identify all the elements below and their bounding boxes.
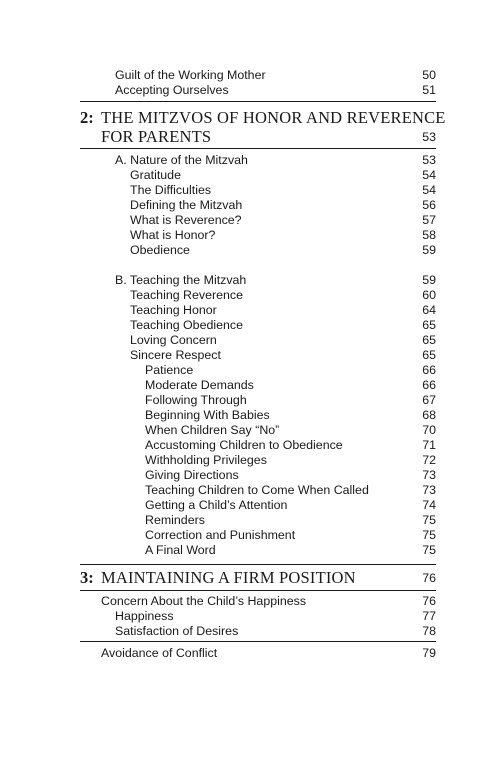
toc-entry bbox=[0, 378, 500, 393]
toc-entry bbox=[0, 333, 500, 348]
chapter-number: 3: bbox=[80, 568, 94, 587]
entry-page: 54 bbox=[422, 183, 436, 197]
divider bbox=[80, 590, 436, 591]
entry-page: 50 bbox=[422, 68, 436, 82]
entry-title: Teaching Honor bbox=[130, 303, 217, 317]
toc-entry bbox=[0, 498, 500, 513]
divider bbox=[80, 148, 436, 149]
entry-title: Moderate Demands bbox=[145, 378, 254, 392]
entry-page: 66 bbox=[422, 363, 436, 377]
toc-entry bbox=[0, 243, 500, 258]
toc-entry bbox=[0, 393, 500, 408]
entry-title: B. Teaching the Mitzvah bbox=[115, 273, 247, 287]
divider bbox=[80, 564, 436, 565]
toc-entry bbox=[0, 624, 500, 639]
toc-entry bbox=[0, 513, 500, 528]
entry-page: 79 bbox=[422, 646, 436, 660]
toc-entry bbox=[0, 68, 500, 83]
entry-title: Avoidance of Conflict bbox=[101, 646, 218, 660]
entry-page: 59 bbox=[422, 273, 436, 287]
toc-entry bbox=[0, 528, 500, 543]
entry-title: When Children Say “No” bbox=[145, 423, 280, 437]
toc-entry bbox=[0, 318, 500, 333]
entry-page: 70 bbox=[422, 423, 436, 437]
toc-entry bbox=[0, 594, 500, 609]
entry-title: What is Honor? bbox=[130, 228, 216, 242]
toc-entry bbox=[0, 228, 500, 243]
chapter-page: 76 bbox=[422, 571, 436, 585]
toc-entry bbox=[0, 363, 500, 378]
toc-entry bbox=[0, 303, 500, 318]
entry-title: What is Reverence? bbox=[130, 213, 242, 227]
entry-page: 73 bbox=[422, 483, 436, 497]
entry-title: The Difficulties bbox=[130, 183, 212, 197]
entry-page: 60 bbox=[422, 288, 436, 302]
toc-entry bbox=[0, 646, 500, 661]
entry-page: 56 bbox=[422, 198, 436, 212]
entry-page: 77 bbox=[422, 609, 436, 623]
entry-title: Teaching Children to Come When Called bbox=[145, 483, 369, 497]
divider bbox=[80, 101, 436, 102]
entry-title: Following Through bbox=[145, 393, 247, 407]
entry-page: 65 bbox=[422, 348, 436, 362]
entry-title: Guilt of the Working Mother bbox=[115, 68, 266, 82]
toc-entry bbox=[0, 438, 500, 453]
toc-entry bbox=[0, 609, 500, 624]
entry-title: Patience bbox=[145, 363, 194, 377]
entry-title: Happiness bbox=[115, 609, 174, 623]
entry-title: Obedience bbox=[130, 243, 190, 257]
entry-page: 78 bbox=[422, 624, 436, 638]
entry-title: Teaching Reverence bbox=[130, 288, 243, 302]
entry-page: 73 bbox=[422, 468, 436, 482]
entry-page: 65 bbox=[422, 318, 436, 332]
entry-title: Teaching Obedience bbox=[130, 318, 243, 332]
entry-page: 51 bbox=[422, 83, 436, 97]
divider bbox=[80, 641, 436, 642]
toc-entry bbox=[0, 423, 500, 438]
entry-title: Gratitude bbox=[130, 168, 181, 182]
toc-entry bbox=[0, 168, 500, 183]
entry-title: Giving Directions bbox=[145, 468, 239, 482]
toc-entry bbox=[0, 543, 500, 558]
entry-page: 64 bbox=[422, 303, 436, 317]
entry-title: Correction and Punishment bbox=[145, 528, 296, 542]
entry-page: 74 bbox=[422, 498, 436, 512]
entry-title: Withholding Privileges bbox=[145, 453, 267, 467]
entry-page: 67 bbox=[422, 393, 436, 407]
entry-title: Accepting Ourselves bbox=[115, 83, 229, 97]
chapter-title-line: MAINTAINING A FIRM POSITION bbox=[101, 568, 356, 587]
entry-page: 75 bbox=[422, 513, 436, 527]
toc-entry bbox=[0, 183, 500, 198]
entry-page: 66 bbox=[422, 378, 436, 392]
toc-entry bbox=[0, 408, 500, 423]
entry-page: 65 bbox=[422, 333, 436, 347]
entry-title: Sincere Respect bbox=[130, 348, 221, 362]
entry-title: Reminders bbox=[145, 513, 205, 527]
entry-title: Defining the Mitzvah bbox=[130, 198, 243, 212]
toc-entry bbox=[0, 468, 500, 483]
entry-page: 59 bbox=[422, 243, 436, 257]
entry-title: A. Nature of the Mitzvah bbox=[115, 153, 248, 167]
toc-entry bbox=[0, 453, 500, 468]
toc-entry bbox=[0, 288, 500, 303]
entry-title: Beginning With Babies bbox=[145, 408, 270, 422]
entry-title: Accustoming Children to Obedience bbox=[145, 438, 343, 452]
entry-title: A Final Word bbox=[145, 543, 216, 557]
entry-title: Getting a Child’s Attention bbox=[145, 498, 288, 512]
entry-page: 72 bbox=[422, 453, 436, 467]
toc-entry bbox=[0, 213, 500, 228]
entry-page: 57 bbox=[422, 213, 436, 227]
entry-page: 75 bbox=[422, 543, 436, 557]
entry-title: Concern About the Child’s Happiness bbox=[101, 594, 307, 608]
section-heading bbox=[0, 153, 500, 168]
chapter-page: 53 bbox=[422, 130, 436, 144]
toc-entry bbox=[0, 483, 500, 498]
entry-page: 54 bbox=[422, 168, 436, 182]
chapter-title-line: THE MITZVOS OF HONOR AND REVERENCE bbox=[101, 108, 446, 127]
entry-page: 71 bbox=[422, 438, 436, 452]
chapter-number: 2: bbox=[80, 108, 94, 127]
entry-page: 76 bbox=[422, 594, 436, 608]
entry-page: 53 bbox=[422, 153, 436, 167]
entry-page: 75 bbox=[422, 528, 436, 542]
toc-entry bbox=[0, 83, 500, 98]
entry-title: Loving Concern bbox=[130, 333, 217, 347]
entry-page: 58 bbox=[422, 228, 436, 242]
toc-entry bbox=[0, 348, 500, 363]
entry-title: Satisfaction of Desires bbox=[115, 624, 239, 638]
entry-page: 68 bbox=[422, 408, 436, 422]
section-heading bbox=[0, 273, 500, 288]
toc-entry bbox=[0, 198, 500, 213]
chapter-title-line: FOR PARENTS bbox=[101, 127, 212, 146]
